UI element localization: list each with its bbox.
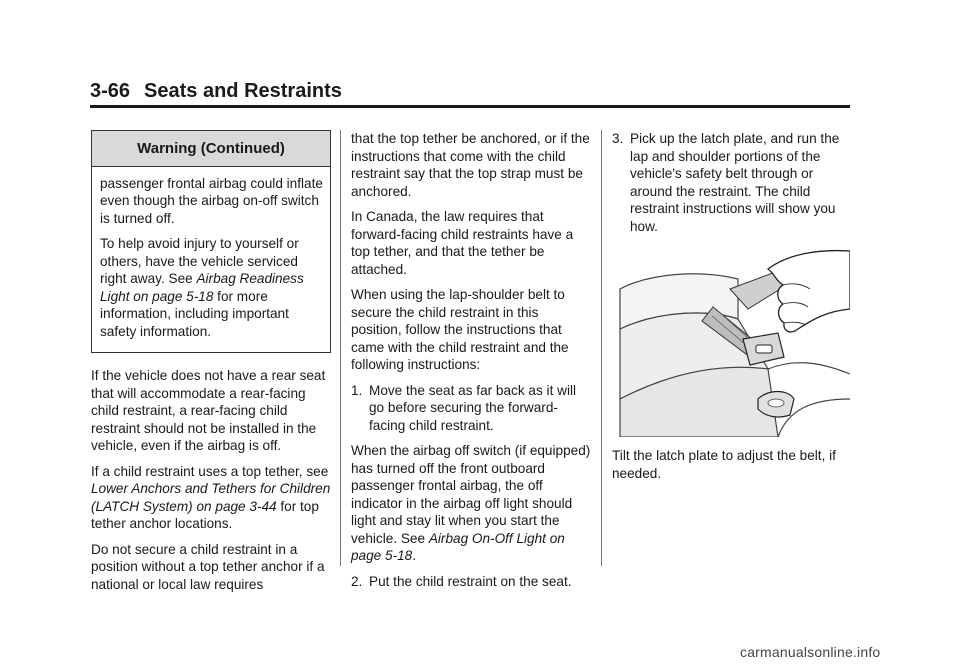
warning-paragraph-2 [100, 235, 323, 340]
footer-watermark: carmanualsonline.info [740, 644, 881, 660]
step-text: Put the child restraint on the seat. [369, 573, 572, 589]
body-text: If a child restraint uses a top tether, see [91, 463, 329, 479]
paragraph-law: Do not secure a child restraint in a position without a top tether anchor if a national or local law requires [91, 541, 325, 592]
column-2 [351, 130, 591, 598]
latch-plate-illustration [618, 249, 850, 437]
warning-text: To help avoid injury to yourself or others, have the vehicle serviced right away. See [100, 236, 299, 286]
step-1-note [351, 442, 591, 565]
section-title: Seats and Restraints [144, 80, 342, 102]
paragraph-anchored: that the top tether be anchored, or if the instructions that come with the child restraint say that the top strap must be anchored. [351, 131, 590, 199]
airbag-readiness-link[interactable]: Airbag Readiness Light on page 5-18 [100, 271, 304, 304]
paragraph-rear-facing: If the vehicle does not have a rear seat that will accommodate a rear-facing child restraint, a rear-facing child restraint should not be installed in the vehicle, even if the airbag is off. [91, 368, 326, 453]
warning-box [91, 130, 331, 353]
step-1 [351, 382, 591, 435]
step-3 [612, 130, 852, 235]
step-text: Pick up the latch plate, and run the lap and shoulder portions of the vehicle's safety belt through or around the restraint. The child restraint instructions will show you how. [630, 131, 840, 234]
note-text: . [412, 548, 417, 563]
paragraph-canada: In Canada, the law requires that forward-facing child restraints have a top tether, and that the tether be attached. [351, 209, 574, 277]
column-1 [91, 130, 331, 601]
step-number: 3. [612, 131, 624, 146]
body-text: for top tether anchor locations. [91, 498, 319, 531]
page-header [90, 80, 850, 103]
airbag-on-off-link[interactable]: Airbag On-Off Light on page 5-18 [351, 530, 565, 563]
step-number: 1. [351, 382, 363, 398]
step-2 [351, 573, 591, 591]
warning-body [92, 167, 330, 353]
illustration-caption: Tilt the latch plate to adjust the belt, if needed. [612, 448, 836, 481]
warning-text: for more information, including important safety information. [100, 288, 289, 339]
warning-title: Warning (Continued) [92, 131, 330, 167]
warning-paragraph-1: passenger frontal airbag could inflate even though the airbag on-off switch is turned off. [100, 175, 323, 226]
paragraph-lap-shoulder: When using the lap-shoulder belt to secure the child restraint in this position, follow the instructions that came with the child restraint and the following instructions: [351, 287, 569, 372]
page-number: 3-66 [90, 80, 131, 102]
column-divider [601, 130, 602, 566]
note-text: When the airbag off switch (if equipped) has turned off the front outboard passenger frontal airbag, the off indicator in the airbag off light should light and stay lit when you start the vehicle. See [351, 443, 591, 546]
paragraph-top-tether [91, 463, 331, 533]
latch-system-link[interactable]: Lower Anchors and Tethers for Children (LATCH System) on page 3-44 [91, 481, 331, 514]
step-text: Move the seat as far back as it will go before securing the forward-facing child restraint. [369, 382, 577, 433]
header-rule [90, 105, 850, 108]
column-divider [340, 130, 341, 566]
column-3 [612, 130, 852, 490]
step-number: 2. [351, 573, 363, 589]
